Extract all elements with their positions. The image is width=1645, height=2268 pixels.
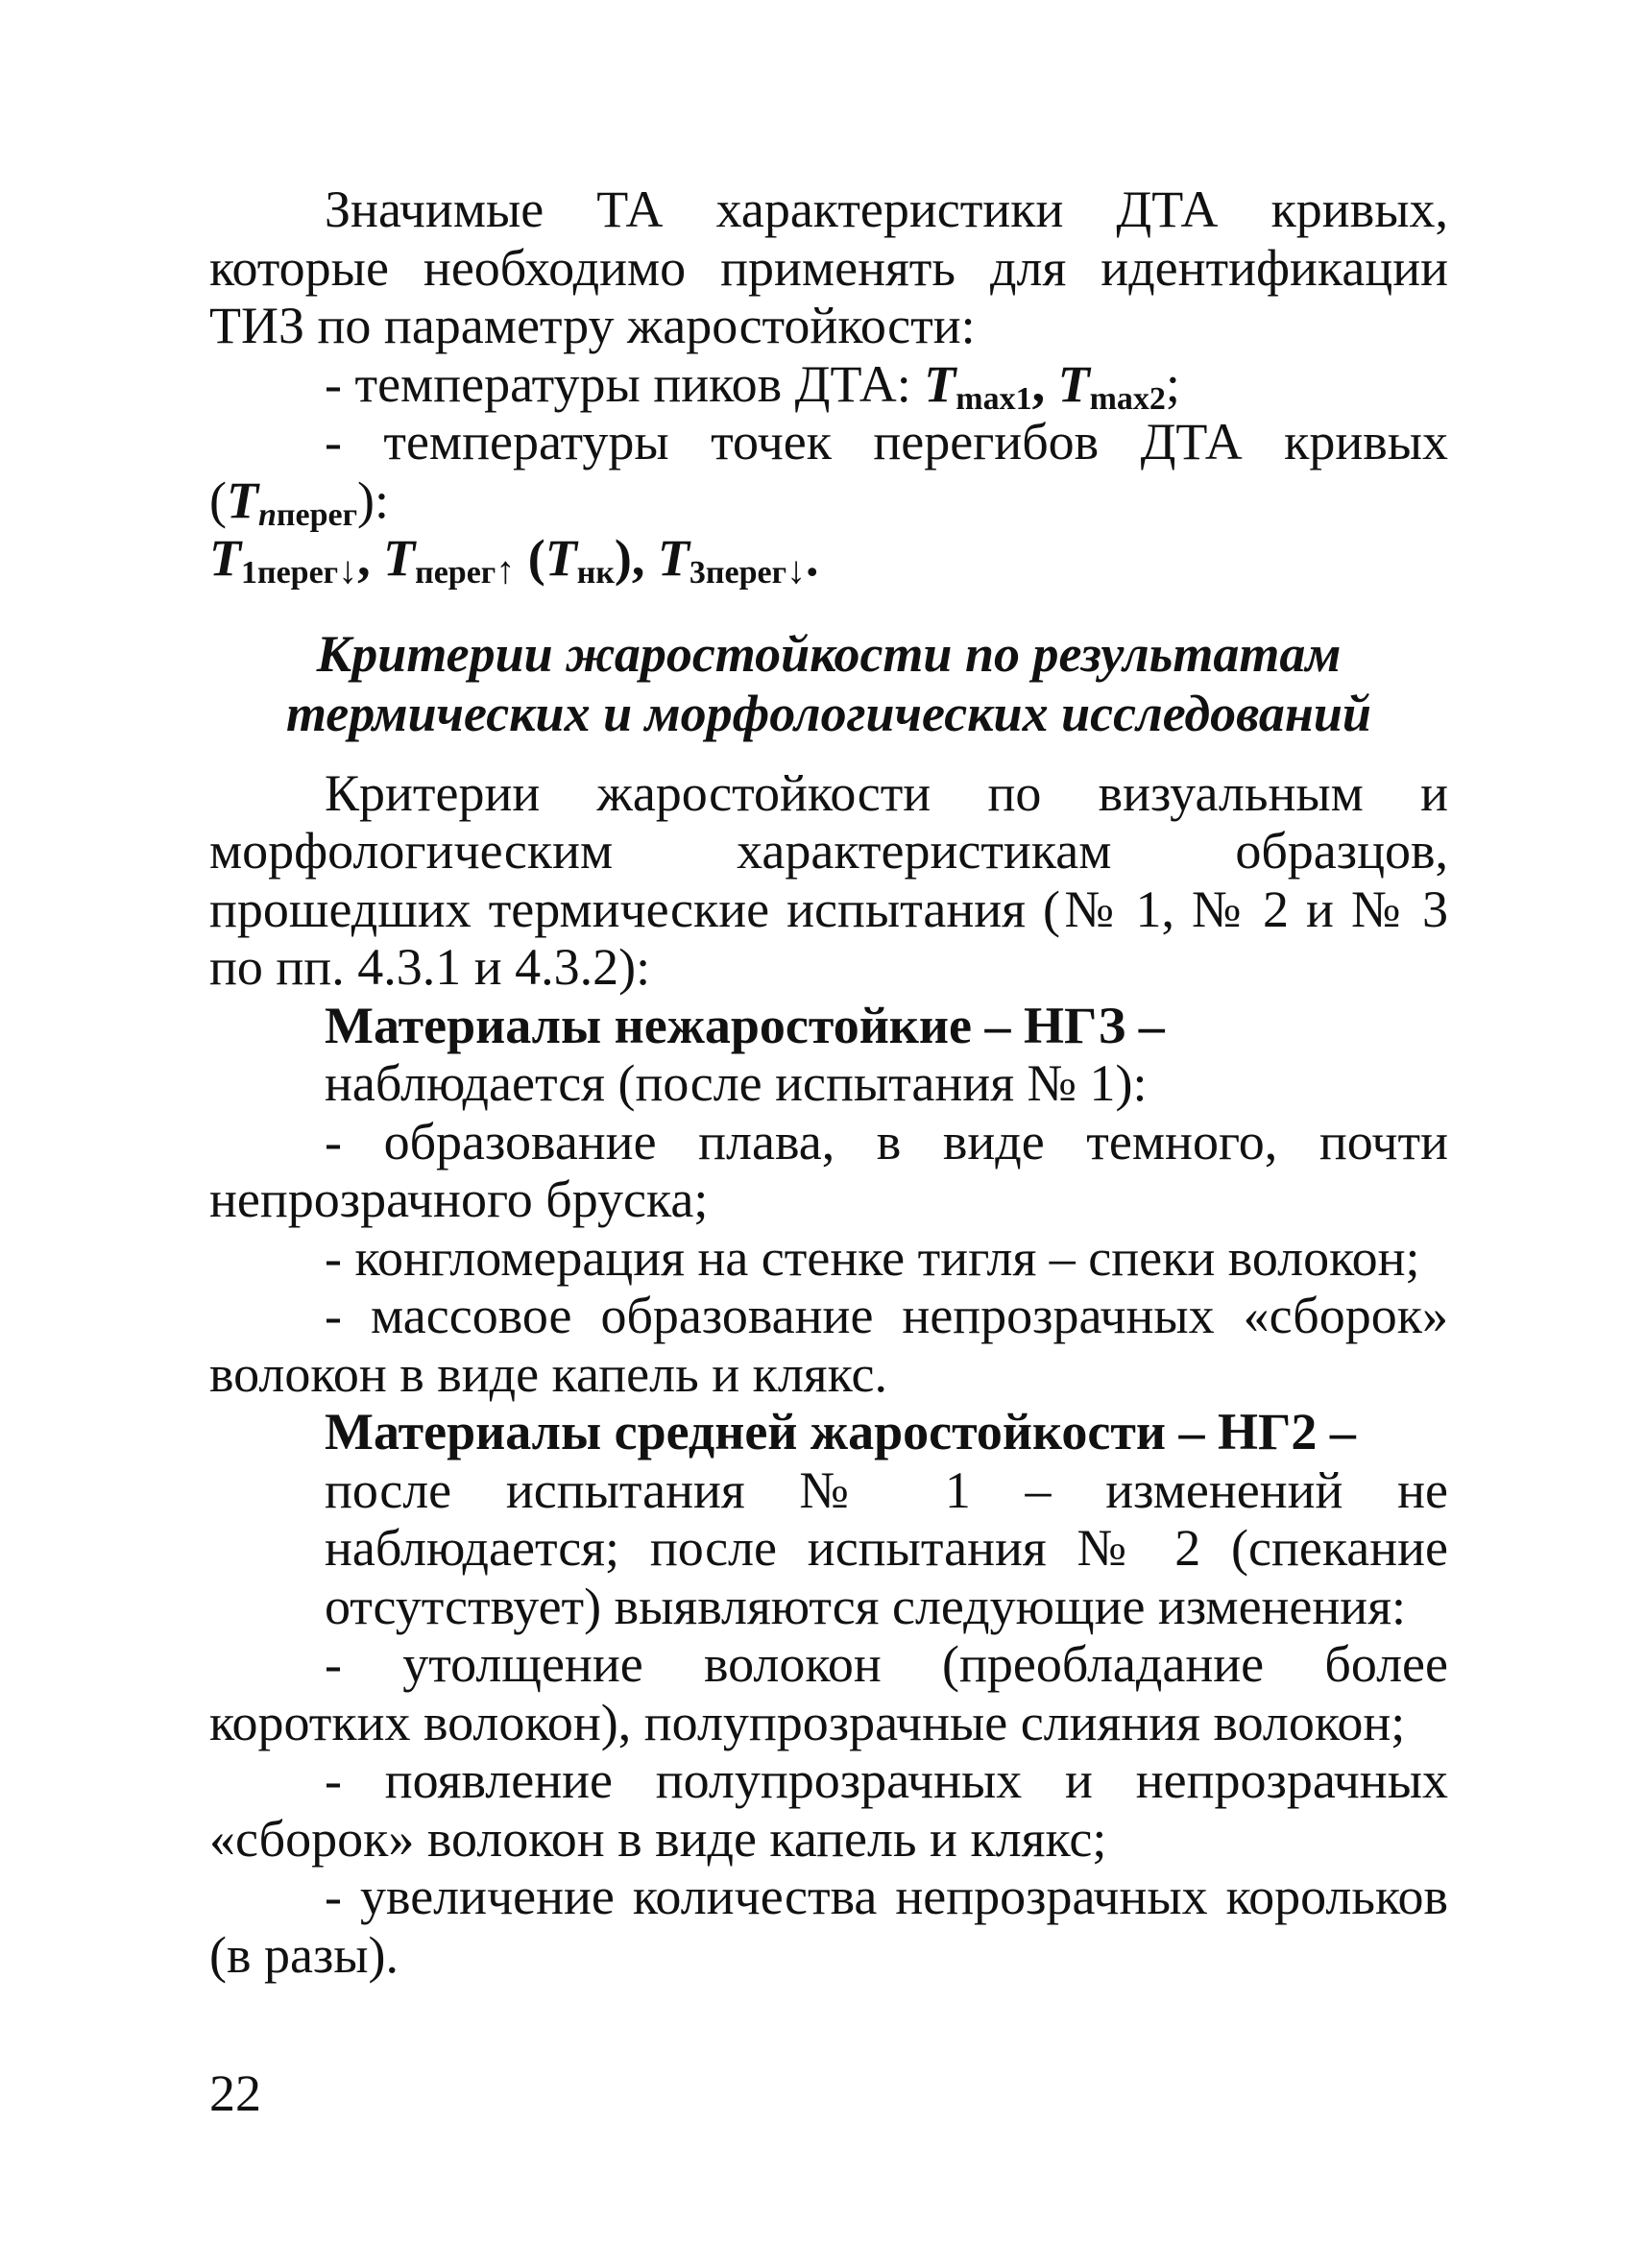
ng2-item-2: - появление полупрозрачных и непрозрачных «сборок» волокон в виде капель и клякс; bbox=[209, 1751, 1448, 1868]
three-pereg-subscript: 3перег bbox=[689, 555, 787, 591]
comma-separator: , bbox=[1031, 354, 1058, 413]
section-heading-line-2: термических и морфологических исследований bbox=[286, 684, 1371, 742]
up-arrow-icon: ↑ bbox=[496, 548, 516, 591]
down-arrow-icon: ↓ bbox=[786, 548, 807, 591]
section-heading bbox=[209, 624, 1448, 743]
pereg-subscript: перег bbox=[415, 555, 496, 591]
max2-subscript: max2 bbox=[1089, 380, 1166, 417]
page-text bbox=[209, 181, 1448, 1984]
intro-paragraph: Значимые ТА характеристики ДТА кривых, которые необходимо применять для идентификации ТИЗ по параметру жаростойкости: bbox=[209, 181, 1448, 354]
one-pereg-subscript: 1перег bbox=[241, 555, 339, 591]
ng3-item-3: - массовое образование непрозрачных «сборок» волокон в виде капель и клякс. bbox=[209, 1287, 1448, 1403]
nk-subscript: нк bbox=[576, 555, 615, 591]
close-paren: ) bbox=[614, 529, 632, 587]
comma-separator: , bbox=[357, 529, 384, 587]
t-symbol: T bbox=[226, 470, 258, 529]
ng3-item-2: - конгломерация на стенке тигля – спеки волокон; bbox=[325, 1228, 1420, 1287]
page-number: 22 bbox=[209, 2064, 261, 2122]
peak-temperatures-text: - температуры пиков ДТА: bbox=[325, 354, 925, 413]
down-arrow-icon: ↓ bbox=[338, 548, 358, 591]
max1-subscript: max1 bbox=[956, 380, 1032, 417]
t-symbol: T bbox=[657, 529, 689, 587]
open-paren: ( bbox=[515, 529, 545, 587]
close-colon: ): bbox=[357, 470, 390, 529]
ng2-intro: после испытания № 1 – изменений не наблюдается; после испытания № 2 (спекание отсутствует) выявляются следующие изменения: bbox=[325, 1460, 1448, 1635]
period: . bbox=[806, 529, 819, 587]
ng3-observed: наблюдается (после испытания № 1): bbox=[325, 1054, 1148, 1112]
t-symbol: T bbox=[544, 529, 577, 587]
criteria-intro-paragraph: Критерии жаростойкости по визуальным и морфологическим характеристикам образцов, прошедших термические испытания (№ 1, № 2 и № 3 по пп. 4.3.1 и 4.3.2): bbox=[209, 763, 1448, 996]
t-symbol: T bbox=[209, 529, 241, 587]
inflection-temperatures-text: - температуры точек перегибов ДТА кривых ( bbox=[209, 413, 1448, 529]
ng3-item-1: - образование плава, в виде темного, почти непрозрачного бруска; bbox=[209, 1112, 1448, 1228]
section-heading-line-1: Критерии жаростойкости по результатам bbox=[316, 624, 1342, 683]
t-symbol: T bbox=[924, 354, 956, 413]
semicolon: ; bbox=[1165, 354, 1180, 413]
ng3-title: Материалы нежаростойкие – НГЗ – bbox=[325, 996, 1165, 1054]
comma-separator: , bbox=[631, 529, 658, 587]
ng2-title: Материалы средней жаростойкости – НГ2 – bbox=[325, 1403, 1356, 1460]
t-symbol: T bbox=[383, 529, 416, 587]
inflection-temperatures-item bbox=[209, 413, 1448, 533]
n-subscript: n bbox=[257, 496, 277, 533]
ng2-item-1: - утолщение волокон (преобладание более коротких волокон), полупрозрачные слияния волокон; bbox=[209, 1635, 1448, 1751]
ng2-item-3: - увеличение количества непрозрачных корольков (в разы). bbox=[209, 1868, 1448, 1984]
inflection-symbols-line bbox=[209, 529, 1448, 591]
pereg-subscript: перег bbox=[276, 496, 358, 533]
t-symbol: T bbox=[1057, 354, 1090, 413]
peak-temperatures-item bbox=[209, 354, 1448, 417]
